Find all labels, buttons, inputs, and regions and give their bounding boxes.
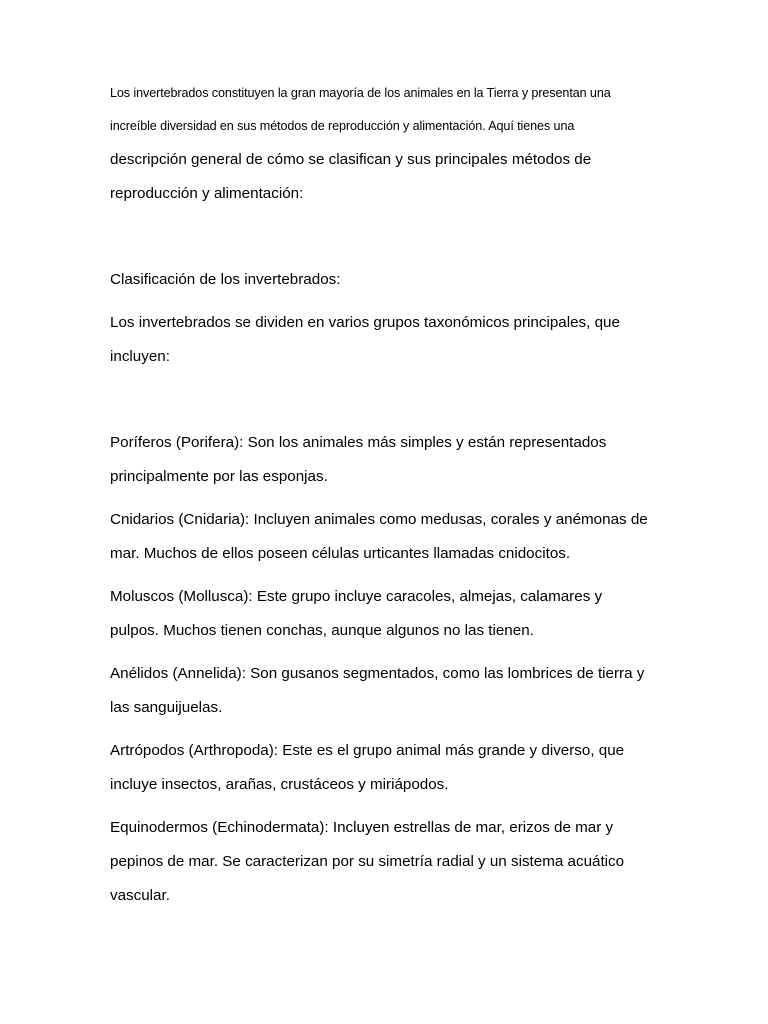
annelida-line-2: las sanguijuelas. bbox=[110, 699, 223, 716]
intro-line-3: descripción general de cómo se clasifican y sus principales métodos de bbox=[110, 151, 592, 168]
intro-line-1: Los invertebrados constituyen la gran mayoría de los animales en la Tierra y presentan una bbox=[110, 86, 611, 100]
echinodermata-line-2: pepinos de mar. Se caracterizan por su simetría radial y un sistema acuático bbox=[110, 853, 625, 870]
intro-line-2: increíble diversidad en sus métodos de reproducción y alimentación. Aquí tienes una bbox=[110, 119, 575, 133]
porifera-line-2: principalmente por las esponjas. bbox=[110, 468, 328, 485]
mollusca-line-1: Moluscos (Mollusca): Este grupo incluye caracoles, almejas, calamares y bbox=[110, 588, 603, 605]
echinodermata-line-1: Equinodermos (Echinodermata): Incluyen estrellas de mar, erizos de mar y bbox=[110, 819, 614, 836]
cnidaria-line-2: mar. Muchos de ellos poseen células urticantes llamadas cnidocitos. bbox=[110, 545, 571, 562]
mollusca-line-2: pulpos. Muchos tienen conchas, aunque algunos no las tienen. bbox=[110, 622, 534, 639]
cnidaria-line-1: Cnidarios (Cnidaria): Incluyen animales como medusas, corales y anémonas de bbox=[110, 511, 648, 528]
arthropoda-line-2: incluye insectos, arañas, crustáceos y miriápodos. bbox=[110, 776, 449, 793]
porifera-line-1: Poríferos (Porifera): Son los animales más simples y están representados bbox=[110, 434, 607, 451]
section-intro-line-2: incluyen: bbox=[110, 348, 170, 365]
annelida-line-1: Anélidos (Annelida): Son gusanos segmentados, como las lombrices de tierra y bbox=[110, 665, 645, 682]
section-intro-line-1: Los invertebrados se dividen en varios grupos taxonómicos principales, que bbox=[110, 314, 620, 331]
section-heading: Clasificación de los invertebrados: bbox=[110, 271, 341, 288]
intro-line-4: reproducción y alimentación: bbox=[110, 185, 304, 202]
arthropoda-line-1: Artrópodos (Arthropoda): Este es el grupo animal más grande y diverso, que bbox=[110, 742, 625, 759]
echinodermata-line-3: vascular. bbox=[110, 887, 170, 904]
